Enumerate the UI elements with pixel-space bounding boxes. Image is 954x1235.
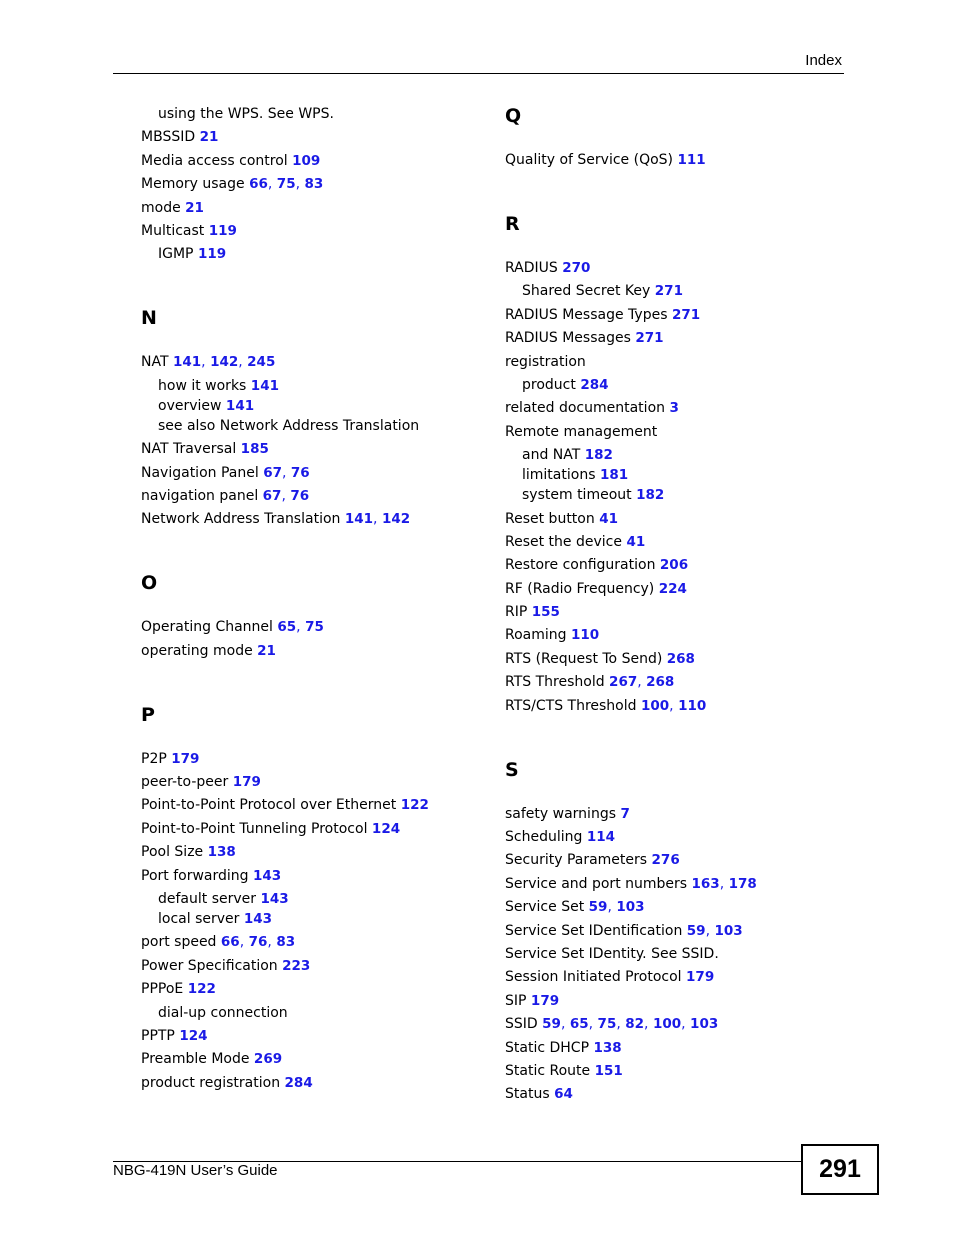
index-letter-heading: R [505, 213, 520, 235]
index-entry [141, 749, 481, 769]
page-link[interactable]: 3 [669, 400, 679, 417]
index-term: MBSSID [141, 129, 196, 146]
index-subentry [141, 396, 481, 416]
page-link[interactable]: 143 [243, 911, 273, 928]
index-term: RTS/CTS Threshold [505, 697, 637, 714]
index-term: Reset the device [505, 533, 622, 550]
index-entry: Service Set IDentification 59, 103 [505, 922, 743, 939]
index-entry [141, 221, 481, 241]
index-entry [141, 641, 481, 661]
page-link[interactable]: 119 [197, 246, 227, 263]
index-term: default server [158, 891, 257, 908]
index-term: local server [158, 911, 240, 928]
index-subentry [141, 889, 481, 909]
index-entry [505, 352, 835, 372]
index-subentry [505, 445, 835, 465]
index-term: Power Specification [141, 957, 278, 974]
index-subentry [141, 909, 481, 929]
page-link[interactable]: 142 [381, 511, 411, 528]
page-link[interactable]: 271 [654, 283, 683, 300]
index-entry [141, 795, 481, 815]
index-term: Service Set IDentity. See SSID. [505, 945, 719, 962]
index-term: Memory usage [141, 176, 245, 193]
index-term: Scheduling [505, 829, 583, 846]
index-term: Security Parameters [505, 852, 648, 869]
page-link[interactable]: 267 [609, 674, 638, 691]
index-entry [505, 967, 835, 987]
page-link[interactable]: 66 [220, 934, 240, 951]
index-term: navigation panel [141, 487, 259, 504]
index-term: P2P [141, 750, 167, 767]
index-column-left [141, 104, 481, 1096]
page-link[interactable]: 151 [594, 1062, 623, 1079]
index-term: Point-to-Point Protocol over Ethernet [141, 797, 397, 814]
index-term: operating mode [141, 642, 253, 659]
index-term: Port forwarding [141, 867, 249, 884]
page-link[interactable]: 100 [652, 1016, 682, 1033]
page-link[interactable]: 114 [586, 829, 616, 846]
index-term: Restore configuration [505, 557, 656, 574]
page-link[interactable]: 103 [616, 899, 645, 916]
page-link[interactable]: 66 [249, 176, 268, 193]
index-subentry [505, 375, 835, 395]
page-link[interactable]: 122 [187, 981, 216, 998]
page-link[interactable]: 182 [584, 447, 613, 464]
index-entry [141, 819, 481, 839]
page-link[interactable]: 100 [640, 697, 670, 714]
index-entry [505, 150, 835, 170]
index-entry [505, 555, 835, 575]
index-entry [505, 1084, 835, 1104]
page-link[interactable]: 271 [671, 306, 701, 323]
index-entry: RTS/CTS Threshold 100, 110 [505, 697, 707, 714]
index-term: Static Route [505, 1062, 591, 1079]
index-entry: Navigation Panel 67, 76 [141, 464, 310, 481]
index-entry [141, 866, 481, 886]
index-term: RADIUS [505, 260, 558, 276]
page-link[interactable]: 206 [659, 557, 689, 574]
page-link[interactable]: 141 [225, 397, 255, 414]
page-link[interactable]: 124 [371, 820, 401, 837]
page-link[interactable]: 59 [686, 922, 706, 939]
index-letter-heading: P [141, 703, 155, 726]
index-entry: NAT 141, 142, 245 [141, 354, 276, 371]
index-term: and NAT [522, 447, 581, 464]
index-term: PPPoE [141, 981, 184, 998]
page-link[interactable]: 103 [714, 922, 743, 939]
page-link[interactable]: 21 [185, 199, 204, 216]
index-term: Multicast [141, 222, 205, 239]
index-term: product registration [141, 1074, 281, 1091]
index-term: related documentation [505, 400, 666, 417]
index-entry [505, 1038, 835, 1058]
index-term: SSID [505, 1016, 538, 1033]
page-link[interactable]: 163 [691, 875, 720, 892]
index-term: RF (Radio Frequency) [505, 580, 655, 597]
index-term: overview [158, 397, 222, 414]
index-entry [505, 258, 835, 278]
index-entry: Network Address Translation 141, 142 [141, 511, 411, 528]
index-entry [505, 991, 835, 1011]
index-entry [141, 1049, 481, 1069]
page-link[interactable]: 83 [304, 176, 324, 193]
index-entry [141, 1026, 481, 1046]
index-entry [505, 649, 835, 669]
page-link[interactable]: 268 [666, 650, 695, 667]
page-link[interactable]: 155 [531, 604, 560, 621]
index-entry [505, 509, 835, 529]
index-term: using the WPS. See WPS. [158, 106, 334, 122]
page-link[interactable]: 141 [250, 377, 279, 394]
page-link[interactable]: 185 [240, 441, 269, 458]
index-subentry [505, 485, 835, 505]
index-entry [141, 979, 481, 999]
index-subentry [141, 1003, 481, 1023]
footer-guide-title: NBG-419N User’s Guide [113, 1162, 278, 1179]
page-link[interactable]: 64 [554, 1086, 573, 1103]
page-link[interactable]: 65 [277, 619, 297, 636]
index-entry [141, 127, 481, 147]
index-term: NAT Traversal [141, 441, 237, 458]
page-link[interactable]: 143 [252, 867, 282, 884]
index-term: registration [505, 353, 586, 370]
index-entry [505, 328, 835, 348]
page-link[interactable]: 41 [599, 510, 618, 527]
page-link[interactable]: 179 [686, 969, 715, 986]
index-term: Service and port numbers [505, 875, 688, 892]
index-letter-heading: N [141, 307, 157, 330]
page-link[interactable]: 67 [263, 464, 282, 481]
page-link[interactable]: 138 [207, 844, 236, 861]
page-link[interactable]: 276 [651, 852, 680, 869]
index-letter-heading: O [141, 572, 158, 595]
page-link[interactable]: 75 [305, 619, 324, 636]
index-term: mode [141, 199, 181, 216]
index-entry [141, 1073, 481, 1093]
index-term: PPTP [141, 1027, 175, 1044]
index-subentry [505, 281, 835, 301]
index-letter-heading: S [505, 758, 519, 781]
index-entry [141, 772, 481, 792]
page-link[interactable]: 141 [172, 354, 202, 371]
index-entry: Operating Channel 65, 75 [141, 619, 324, 636]
index-term: RTS (Request To Send) [505, 650, 663, 667]
index-entry [505, 1061, 835, 1081]
page-link[interactable]: 245 [247, 354, 276, 371]
index-term: safety warnings [505, 805, 616, 822]
page-link[interactable]: 21 [257, 642, 276, 659]
index-entry [505, 602, 835, 622]
page-link[interactable]: 142 [210, 354, 239, 371]
page-link[interactable]: 271 [635, 330, 664, 347]
index-entry [505, 422, 835, 442]
page-link[interactable]: 179 [232, 774, 261, 791]
index-term: Service Set [505, 899, 585, 916]
page-link[interactable]: 75 [597, 1016, 617, 1033]
page-number: 291 [819, 1155, 861, 1183]
index-entry: SSID 59, 65, 75, 82, 100, 103 [505, 1016, 719, 1033]
page-link[interactable]: 122 [400, 797, 429, 814]
index-term: product [522, 376, 576, 393]
index-term: Pool Size [141, 844, 204, 861]
index-term: Operating Channel [141, 619, 273, 636]
index-subentry [141, 244, 481, 264]
index-term: Session Initiated Protocol [505, 969, 682, 986]
page-link[interactable]: 7 [620, 805, 630, 822]
index-column-right [505, 104, 835, 1108]
page-link[interactable]: 110 [678, 697, 707, 714]
index-term: port speed [141, 934, 217, 951]
index-term: Service Set IDentification [505, 922, 683, 939]
index-entry [505, 305, 835, 325]
index-term: Status [505, 1086, 550, 1103]
index-term: RIP [505, 604, 528, 621]
index-subentry [141, 104, 481, 124]
page-link[interactable]: 268 [646, 674, 675, 691]
page-link[interactable]: 111 [677, 152, 706, 168]
page-link[interactable]: 59 [542, 1016, 561, 1033]
index-term: RADIUS Messages [505, 330, 631, 347]
header-rule [113, 73, 844, 74]
index-term: Remote management [505, 423, 658, 440]
index-term: Shared Secret Key [522, 283, 651, 300]
index-entry [505, 579, 835, 599]
index-subentry [141, 416, 481, 436]
page-link[interactable]: 21 [199, 129, 219, 146]
page-link[interactable]: 75 [276, 176, 296, 193]
page-link[interactable]: 59 [588, 899, 608, 916]
index-entry [505, 625, 835, 645]
page-link[interactable]: 67 [262, 487, 282, 504]
page-number-box [801, 1144, 879, 1195]
index-term: how it works [158, 377, 247, 394]
index-term: see also Network Address Translation [158, 417, 420, 434]
index-term: Reset button [505, 510, 595, 527]
page-link[interactable]: 119 [208, 222, 237, 239]
index-term: Navigation Panel [141, 464, 259, 481]
index-term: limitations [522, 467, 596, 484]
index-term: system timeout [522, 487, 632, 504]
page-link[interactable]: 41 [626, 533, 646, 550]
index-term: RADIUS Message Types [505, 306, 668, 323]
page-link[interactable]: 65 [569, 1016, 589, 1033]
index-entry [141, 439, 481, 459]
page-link[interactable]: 141 [344, 511, 374, 528]
page-link[interactable]: 223 [282, 957, 311, 974]
page-link[interactable]: 270 [562, 260, 591, 276]
index-term: Network Address Translation [141, 511, 341, 528]
index-term: Media access control [141, 152, 288, 169]
index-term: Preamble Mode [141, 1051, 250, 1068]
page-link[interactable]: 138 [593, 1039, 622, 1056]
page-link[interactable]: 82 [625, 1016, 645, 1033]
index-subentry [141, 376, 481, 396]
page-link[interactable]: 124 [179, 1027, 208, 1044]
index-term: IGMP [158, 246, 194, 263]
index-term: RTS Threshold [505, 674, 605, 691]
index-term: SIP [505, 992, 527, 1009]
index-letter-heading: Q [505, 105, 522, 127]
page-link[interactable]: 284 [284, 1074, 313, 1091]
index-entry [141, 198, 481, 218]
index-entry [141, 956, 481, 976]
index-entry: RTS Threshold 267, 268 [505, 674, 675, 691]
index-entry: Memory usage 66, 75, 83 [141, 176, 324, 193]
index-entry [505, 804, 835, 824]
index-term: Point-to-Point Tunneling Protocol [141, 820, 368, 837]
index-entry [505, 532, 835, 552]
running-header-title: Index [805, 52, 842, 69]
index-subentry [505, 465, 835, 485]
page-link[interactable]: 109 [292, 152, 321, 169]
index-term: Roaming [505, 627, 567, 644]
page-link[interactable]: 76 [248, 934, 268, 951]
page-link[interactable]: 110 [570, 627, 600, 644]
page-link[interactable]: 181 [599, 467, 629, 484]
index-entry [505, 944, 835, 964]
index-term: Quality of Service (QoS) [505, 152, 674, 168]
page-link[interactable]: 83 [276, 934, 296, 951]
index-term: peer-to-peer [141, 774, 229, 791]
page-link[interactable]: 179 [530, 992, 560, 1009]
index-entry: Service and port numbers 163, 178 [505, 875, 757, 892]
index-term: dial-up connection [158, 1004, 288, 1021]
page-link[interactable]: 178 [728, 875, 757, 892]
index-term: Static DHCP [505, 1039, 590, 1056]
page-link[interactable]: 103 [690, 1016, 719, 1033]
page-link[interactable]: 182 [636, 487, 665, 504]
index-entry [505, 850, 835, 870]
index-entry: Service Set 59, 103 [505, 899, 645, 916]
index-entry [141, 842, 481, 862]
index-entry [141, 151, 481, 171]
page-link[interactable]: 224 [658, 580, 687, 597]
page-link[interactable]: 76 [290, 464, 310, 481]
index-entry [505, 398, 835, 418]
page-link[interactable]: 76 [290, 487, 310, 504]
page-link[interactable]: 284 [580, 376, 609, 393]
page-link[interactable]: 269 [253, 1051, 283, 1068]
page-link[interactable]: 143 [260, 891, 289, 908]
index-term: NAT [141, 354, 169, 371]
page-link[interactable]: 179 [171, 750, 200, 767]
index-entry: navigation panel 67, 76 [141, 487, 310, 504]
index-entry [505, 827, 835, 847]
index-entry: port speed 66, 76, 83 [141, 934, 296, 951]
